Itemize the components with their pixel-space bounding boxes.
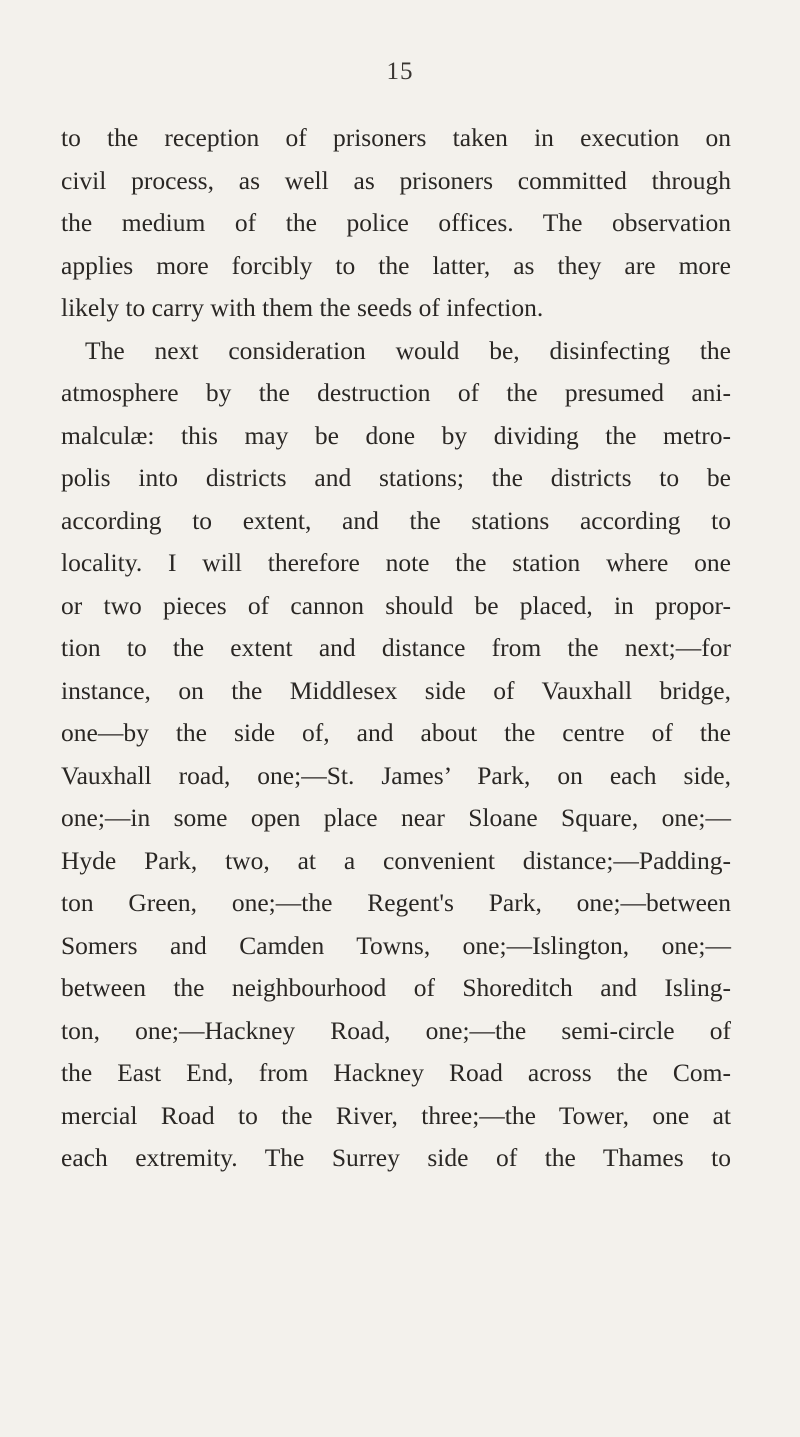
text-line: according to extent, and the stations according to	[61, 505, 731, 535]
text-line-paragraph-start: The next consideration would be, disinfecting the	[85, 335, 731, 365]
text-line: Hyde Park, two, at a convenient distance;—Padding-	[61, 845, 731, 875]
text-line: tion to the extent and distance from the next;—for	[61, 633, 731, 662]
text-line: polis into districts and stations; the districts to be	[61, 463, 731, 492]
text-line: mercial Road to the River, three;—the Tower, one at	[61, 1100, 731, 1130]
text-line: between the neighbourhood of Shoreditch and Isling-	[61, 973, 731, 1002]
text-line: malculæ: this may be done by dividing the metro-	[61, 420, 731, 450]
text-line: the East End, from Hackney Road across the Com-	[61, 1058, 731, 1087]
text-line: atmosphere by the destruction of the presumed ani-	[61, 378, 731, 407]
text-line: ton Green, one;—the Regent's Park, one;—between	[61, 888, 731, 917]
text-line: likely to carry with them the seeds of infection.	[61, 293, 544, 322]
text-line: the medium of the police offices. The observation	[61, 208, 731, 237]
text-line: to the reception of prisoners taken in execution on	[61, 123, 731, 152]
body-text	[61, 117, 731, 1180]
text-line: civil process, as well as prisoners committed through	[61, 165, 731, 195]
text-line: applies more forcibly to the latter, as they are more	[61, 250, 731, 280]
text-line: one;—in some open place near Sloane Square, one;—	[61, 803, 731, 832]
text-line: locality. I will therefore note the station where one	[61, 548, 731, 577]
text-line: ton, one;—Hackney Road, one;—the semi-circle of	[61, 1015, 731, 1045]
text-line: or two pieces of cannon should be placed, in propor-	[61, 590, 731, 620]
text-line: instance, on the Middlesex side of Vauxhall bridge,	[61, 675, 731, 705]
text-line: Vauxhall road, one;—St. James’ Park, on each side,	[61, 760, 731, 790]
text-line: Somers and Camden Towns, one;—Islington, one;—	[61, 930, 731, 960]
text-line: one—by the side of, and about the centre of the	[61, 718, 731, 747]
text-line: each extremity. The Surrey side of the Thames to	[61, 1143, 731, 1172]
page-number: 15	[386, 58, 414, 85]
